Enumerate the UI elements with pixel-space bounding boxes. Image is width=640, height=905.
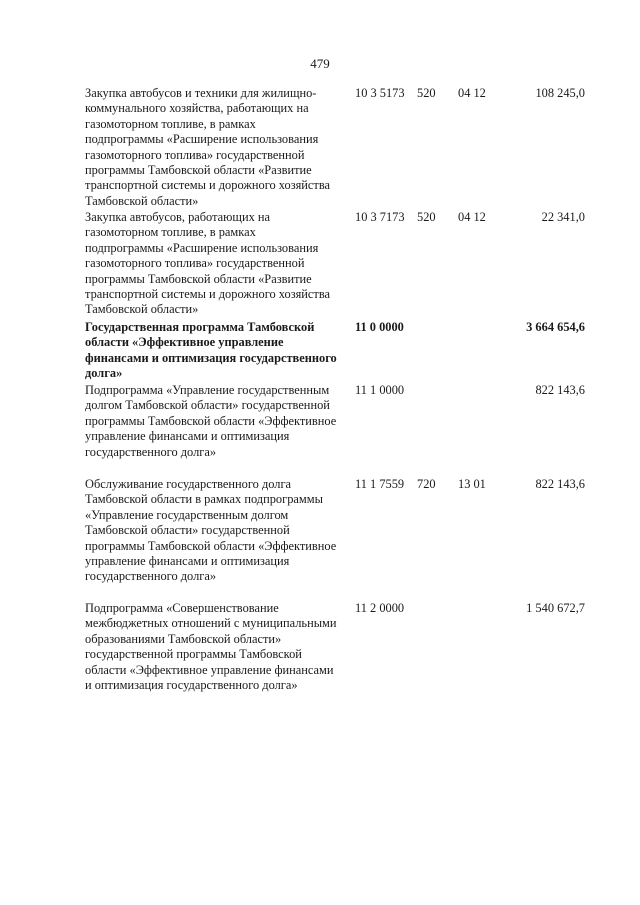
row-description: Подпрограмма «Совершенствование межбюджетных отношений с муниципальными образованиями Тамбовской области» государственной программы Тамбовской области «Эффективное управление финансами и оптимизация государственного долга» xyxy=(85,601,337,693)
row-description: Закупка автобусов и техники для жилищно-коммунального хозяйства, работающих на газомоторном топливе, в рамках подпрограммы «Расширение использования газомоторного топлива» государственной программы Тамбовской области «Развитие транспортной системы и дорожного хозяйства Тамбовской области» xyxy=(85,86,331,208)
row-description: Государственная программа Тамбовской области «Эффективное управление финансами и оптимизация государственного долга» xyxy=(85,320,337,381)
row-type: 520 xyxy=(417,210,436,224)
row-code: 11 1 0000 xyxy=(355,383,405,397)
page-number: 479 xyxy=(310,56,330,71)
row-amount: 3 664 654,6 xyxy=(526,320,585,334)
row-code: 10 3 5173 xyxy=(355,86,405,100)
row-section: 04 12 xyxy=(458,86,486,100)
row-description: Закупка автобусов, работающих на газомоторном топливе, в рамках подпрограммы «Расширение использования газомоторного топлива» государственной программы Тамбовской области «Развитие транспортной системы и дорожного хозяйства Тамбовской области» xyxy=(85,210,331,317)
row-amount: 822 143,6 xyxy=(535,477,585,491)
row-amount: 22 341,0 xyxy=(541,210,585,224)
row-code: 11 2 0000 xyxy=(355,601,405,615)
row-code: 11 0 0000 xyxy=(355,320,404,334)
row-type: 720 xyxy=(417,477,436,491)
row-code: 11 1 7559 xyxy=(355,477,405,491)
row-amount: 1 540 672,7 xyxy=(526,601,585,615)
row-description: Подпрограмма «Управление государственным долгом Тамбовской области» государственной программы Тамбовской области «Эффективное управление финансами и оптимизация государственного долга» xyxy=(85,383,337,459)
row-section: 13 01 xyxy=(458,477,486,491)
row-code: 10 3 7173 xyxy=(355,210,405,224)
row-description: Обслуживание государственного долга Тамбовской области в рамках подпрограммы «Управление государственным долгом Тамбовской области» государственной программы Тамбовской области «Эффективное управление финансами и оптимизация государственного долга» xyxy=(85,477,337,584)
row-section: 04 12 xyxy=(458,210,486,224)
row-amount: 822 143,6 xyxy=(535,383,585,397)
row-type: 520 xyxy=(417,86,436,100)
row-amount: 108 245,0 xyxy=(535,86,585,100)
